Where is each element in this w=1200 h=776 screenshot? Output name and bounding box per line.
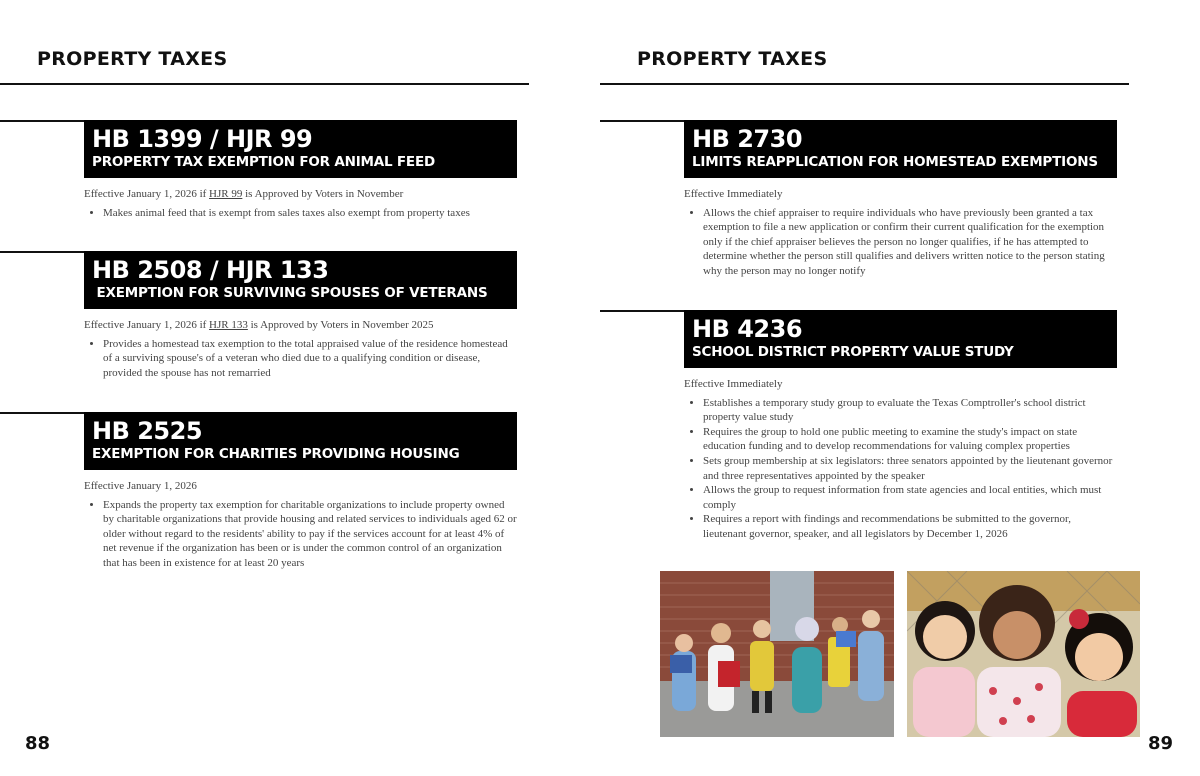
bill-subtitle: EXEMPTION FOR SURVIVING SPOUSES OF VETERANS	[92, 285, 488, 301]
bill-number: HB 2525	[92, 417, 203, 445]
effective-date: Effective January 1, 2026 if HJR 133 is Approved by Voters in November 2025	[84, 319, 434, 331]
bill-rule	[0, 412, 84, 414]
effective-date: Effective Immediately	[684, 188, 783, 200]
bill-header-hb4236	[684, 310, 1117, 368]
bill-header-hb2508	[84, 251, 517, 309]
bill-header-hb2730	[684, 120, 1117, 178]
page-number-right: 89	[1148, 733, 1174, 754]
list-item: • Allows the group to request information from state agencies and local entities, which must comply	[703, 483, 1117, 512]
list-item: • Provides a homestead tax exemption to the total appraised value of the residence homestead of a surviving spouse's of a veteran who died due to a qualifying condition or disease, provided the spouse has not remarried	[103, 337, 517, 381]
bill-subtitle: EXEMPTION FOR CHARITIES PROVIDING HOUSING	[92, 446, 460, 462]
effective-date: Effective January 1, 2026	[84, 480, 197, 492]
effective-date: Effective Immediately	[684, 378, 783, 390]
bill-number: HB 4236	[692, 315, 803, 343]
bullet-list	[84, 206, 517, 221]
page-title-left: PROPERTY TAXES	[37, 48, 228, 70]
bullet-list	[84, 498, 517, 571]
title-divider-left	[0, 83, 529, 85]
bill-number: HB 1399 / HJR 99	[92, 125, 313, 153]
bill-rule	[600, 120, 684, 122]
bill-body-hb2525	[84, 479, 517, 571]
hjr99-link[interactable]: HJR 99	[209, 188, 243, 200]
bill-body-hb1399	[84, 187, 517, 220]
bill-body-hb4236	[684, 377, 1117, 542]
bill-body-hb2730	[684, 187, 1117, 279]
effective-date: Effective January 1, 2026 if HJR 99 is Approved by Voters in November	[84, 188, 404, 200]
bill-subtitle: PROPERTY TAX EXEMPTION FOR ANIMAL FEED	[92, 154, 435, 170]
bill-subtitle: LIMITS REAPPLICATION FOR HOMESTEAD EXEMPTIONS	[692, 154, 1098, 170]
list-item: • Expands the property tax exemption for charitable organizations to include property owned by charitable organizations that provide housing and related services to individuals aged 62 or older without regard to the residents' ability to pay if the services account for at least 4% of net revenue if the organization has been or is under the common control of an organization that has been in existence for at least 20 years	[103, 498, 517, 571]
bill-header-hb2525	[84, 412, 517, 470]
list-item: • Requires a report with findings and recommendations be submitted to the governor, lieutenant governor, speaker, and all legislators by December 1, 2026	[703, 512, 1117, 541]
hjr133-link[interactable]: HJR 133	[209, 319, 248, 331]
bullet-list	[84, 337, 517, 381]
bill-header-hb1399	[84, 120, 517, 178]
bill-number: HB 2508 / HJR 133	[92, 256, 329, 284]
bill-body-hb2508	[84, 318, 517, 380]
list-item: • Sets group membership at six legislators: three senators appointed by the lieutenant governor and three representatives appointed by the speaker	[703, 454, 1117, 483]
title-divider-right	[600, 83, 1129, 85]
photo-smiling-girls	[907, 571, 1140, 737]
bill-subtitle: SCHOOL DISTRICT PROPERTY VALUE STUDY	[692, 344, 1014, 360]
list-item: • Establishes a temporary study group to evaluate the Texas Comptroller's school district property value study	[703, 396, 1117, 425]
bill-rule	[0, 120, 84, 122]
list-item: • Requires the group to hold one public meeting to examine the study's impact on state education funding and to develop recommendations for valuing complex properties	[703, 425, 1117, 454]
page-title-right: PROPERTY TAXES	[637, 48, 828, 70]
list-item: • Makes animal feed that is exempt from sales taxes also exempt from property taxes	[103, 206, 517, 221]
bill-rule	[0, 251, 84, 253]
photo-children-costumes	[660, 571, 894, 737]
page-number-left: 88	[25, 733, 51, 754]
bill-number: HB 2730	[692, 125, 803, 153]
bill-rule	[600, 310, 684, 312]
list-item: • Allows the chief appraiser to require individuals who have previously been granted a tax exemption to file a new application or confirm their current qualification for the exemption only if the chief appraiser believes the person no longer qualifies, if he has attempted to determine whether the person still qualifies and delivers written notice to the person stating why the person may no longer notify	[703, 206, 1117, 279]
bullet-list	[684, 206, 1117, 279]
bullet-list	[684, 396, 1117, 542]
